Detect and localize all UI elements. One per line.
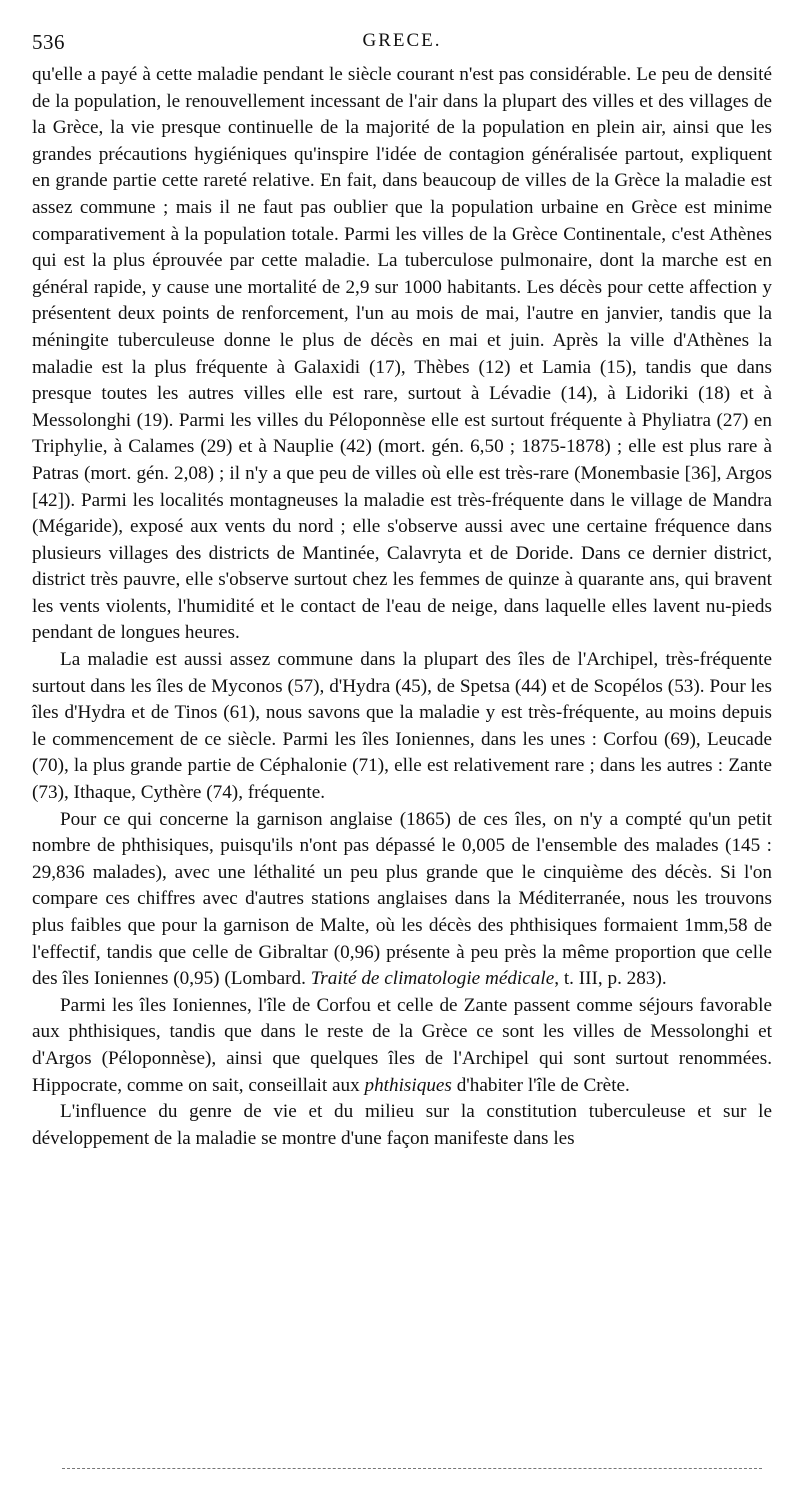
footer-rule [62,1468,762,1469]
italic-text: Traité de climatologie médicale [310,968,555,990]
paragraph-text: qu'elle a payé à cette maladie pendant le siècle courant n'est pas considérable. Le peu de densité de la population, le renouvellement incessant de l'air dans la plupart des villes et des villages de la Grèce, la vie presque continuelle de la majorité de la population en plein air, ainsi que les grandes précautions hygiéniques qu'inspire l'idée de contagion généralisée partout, expliquent en grande partie cette rareté relative. En fait, dans beaucoup de villes de la Grèce la maladie est assez commune ; mais il ne faut pas oublier que la population urbaine en Grèce est minime comparativement à la population totale. Parmi les villes de la Grèce Continentale, c'est Athènes qui est la plus éprouvée par cette maladie. La tuberculose pulmonaire, dont la marche est en général rapide, y cause une mortalité de 2,9 sur 1000 habitants. Les décès pour cette affection y présentent deux points de renforcement, l'un au mois de mai, l'autre en janvier, tandis que la méningite tuberculeuse donne le plus de décès en mai et juin. Après la ville d'Athènes la maladie est la plus fréquente à Galaxidi (17), Thèbes (12) et Lamia (15), tandis que dans presque toutes les autres villes elle est rare, surtout à Lévadie (14), à Lidoriki (18) et à Messolonghi (19). Parmi les villes du Péloponnèse elle est surtout fréquente à Phyliatra (27) en Triphylie, à Calames (29) et à Nauplie (42) (mort. gén. 6,50 ; 1875-1878) ; elle est plus rare à Patras (mort. gén. 2,08) ; il n'y a que peu de villes où elle est très-rare (Monembasie [36], Argos [42]). Parmi les localités montagneuses la maladie est très-fréquente dans le village de Mandra (Mégaride), exposé aux vents du nord ; elle s'observe aussi avec une certaine fréquence dans plusieurs villages des districts de Mantinée, Calavryta et de Doride. Dans ce dernier district, district très pauvre, elle s'observe surtout chez les femmes de quinze à quarante ans, qui bravent les vents violents, l'humidité et le contact de l'eau de neige, dans laquelle elles lavent nu-pieds pendant de longues heures. [32,64,772,644]
body-text [32,62,772,1152]
running-head: GRECE. [362,30,442,51]
paragraph-text: La maladie est aussi assez commune dans la plupart des îles de l'Archipel, très-fréquente surtout dans les îles de Myconos (57), d'Hydra (45), de Spetsa (44) et de Scopélos (53). Pour les îles d'Hydra et de Tinos (61), nous savons que la maladie y est très-fréquente, au moins depuis le commencement de ce siècle. Parmi les îles Ioniennes, dans les unes : Corfou (69), Leucade (70), la plus grande partie de Céphalonie (71), elle est relativement rare ; dans les autres : Zante (73), Ithaque, Cythère (74), fréquente. [32,649,772,804]
paragraph-text: Pour ce qui concerne la garnison anglaise (1865) de ces îles, on n'y a compté qu'un petit nombre de phthisiques, puisqu'ils n'ont pas dépassé le 0,005 de l'ensemble des malades (145 : 29,836 malades), avec une léthalité un peu plus grande que le cinquième des décès. Si l'on compare ces chiffres avec d'autres stations anglaises dans la Méditerranée, nous les trouvons plus faibles que pour la garnison de Malte, où les décès des phthisiques formaient 1mm,58 de l'effectif, tandis que celle de Gibraltar (0,96) présente à peu près la même proportion que celle des îles Ioniennes (0,95) (Lombard. [32,808,772,990]
page-number: 536 [32,30,65,54]
page-header [32,30,772,60]
paragraph [32,1099,772,1152]
paragraph-text: Parmi les îles Ioniennes, l'île de Corfou et celle de Zante passent comme séjours favorable aux phthisiques, tandis que dans le reste de la Grèce ce sont les villes de Messolonghi et d'Argos (Péloponnèse), ainsi que quelques îles de l'Archipel qui sont surtout renommées. Hippocrate, comme on sait, conseillait aux [32,994,772,1096]
paragraph [32,993,772,1099]
paragraph [32,62,772,647]
paragraph [32,807,772,993]
paragraph-text: d'habiter l'île de Crète. [451,1074,630,1096]
italic-text: phthisiques [364,1074,452,1096]
paragraph [32,647,772,807]
paragraph-text: L'influence du genre de vie et du milieu sur la constitution tuberculeuse et sur le développement de la maladie se montre d'une façon manifeste dans les [32,1101,772,1149]
paragraph-text: , t. III, p. 283). [554,968,667,990]
